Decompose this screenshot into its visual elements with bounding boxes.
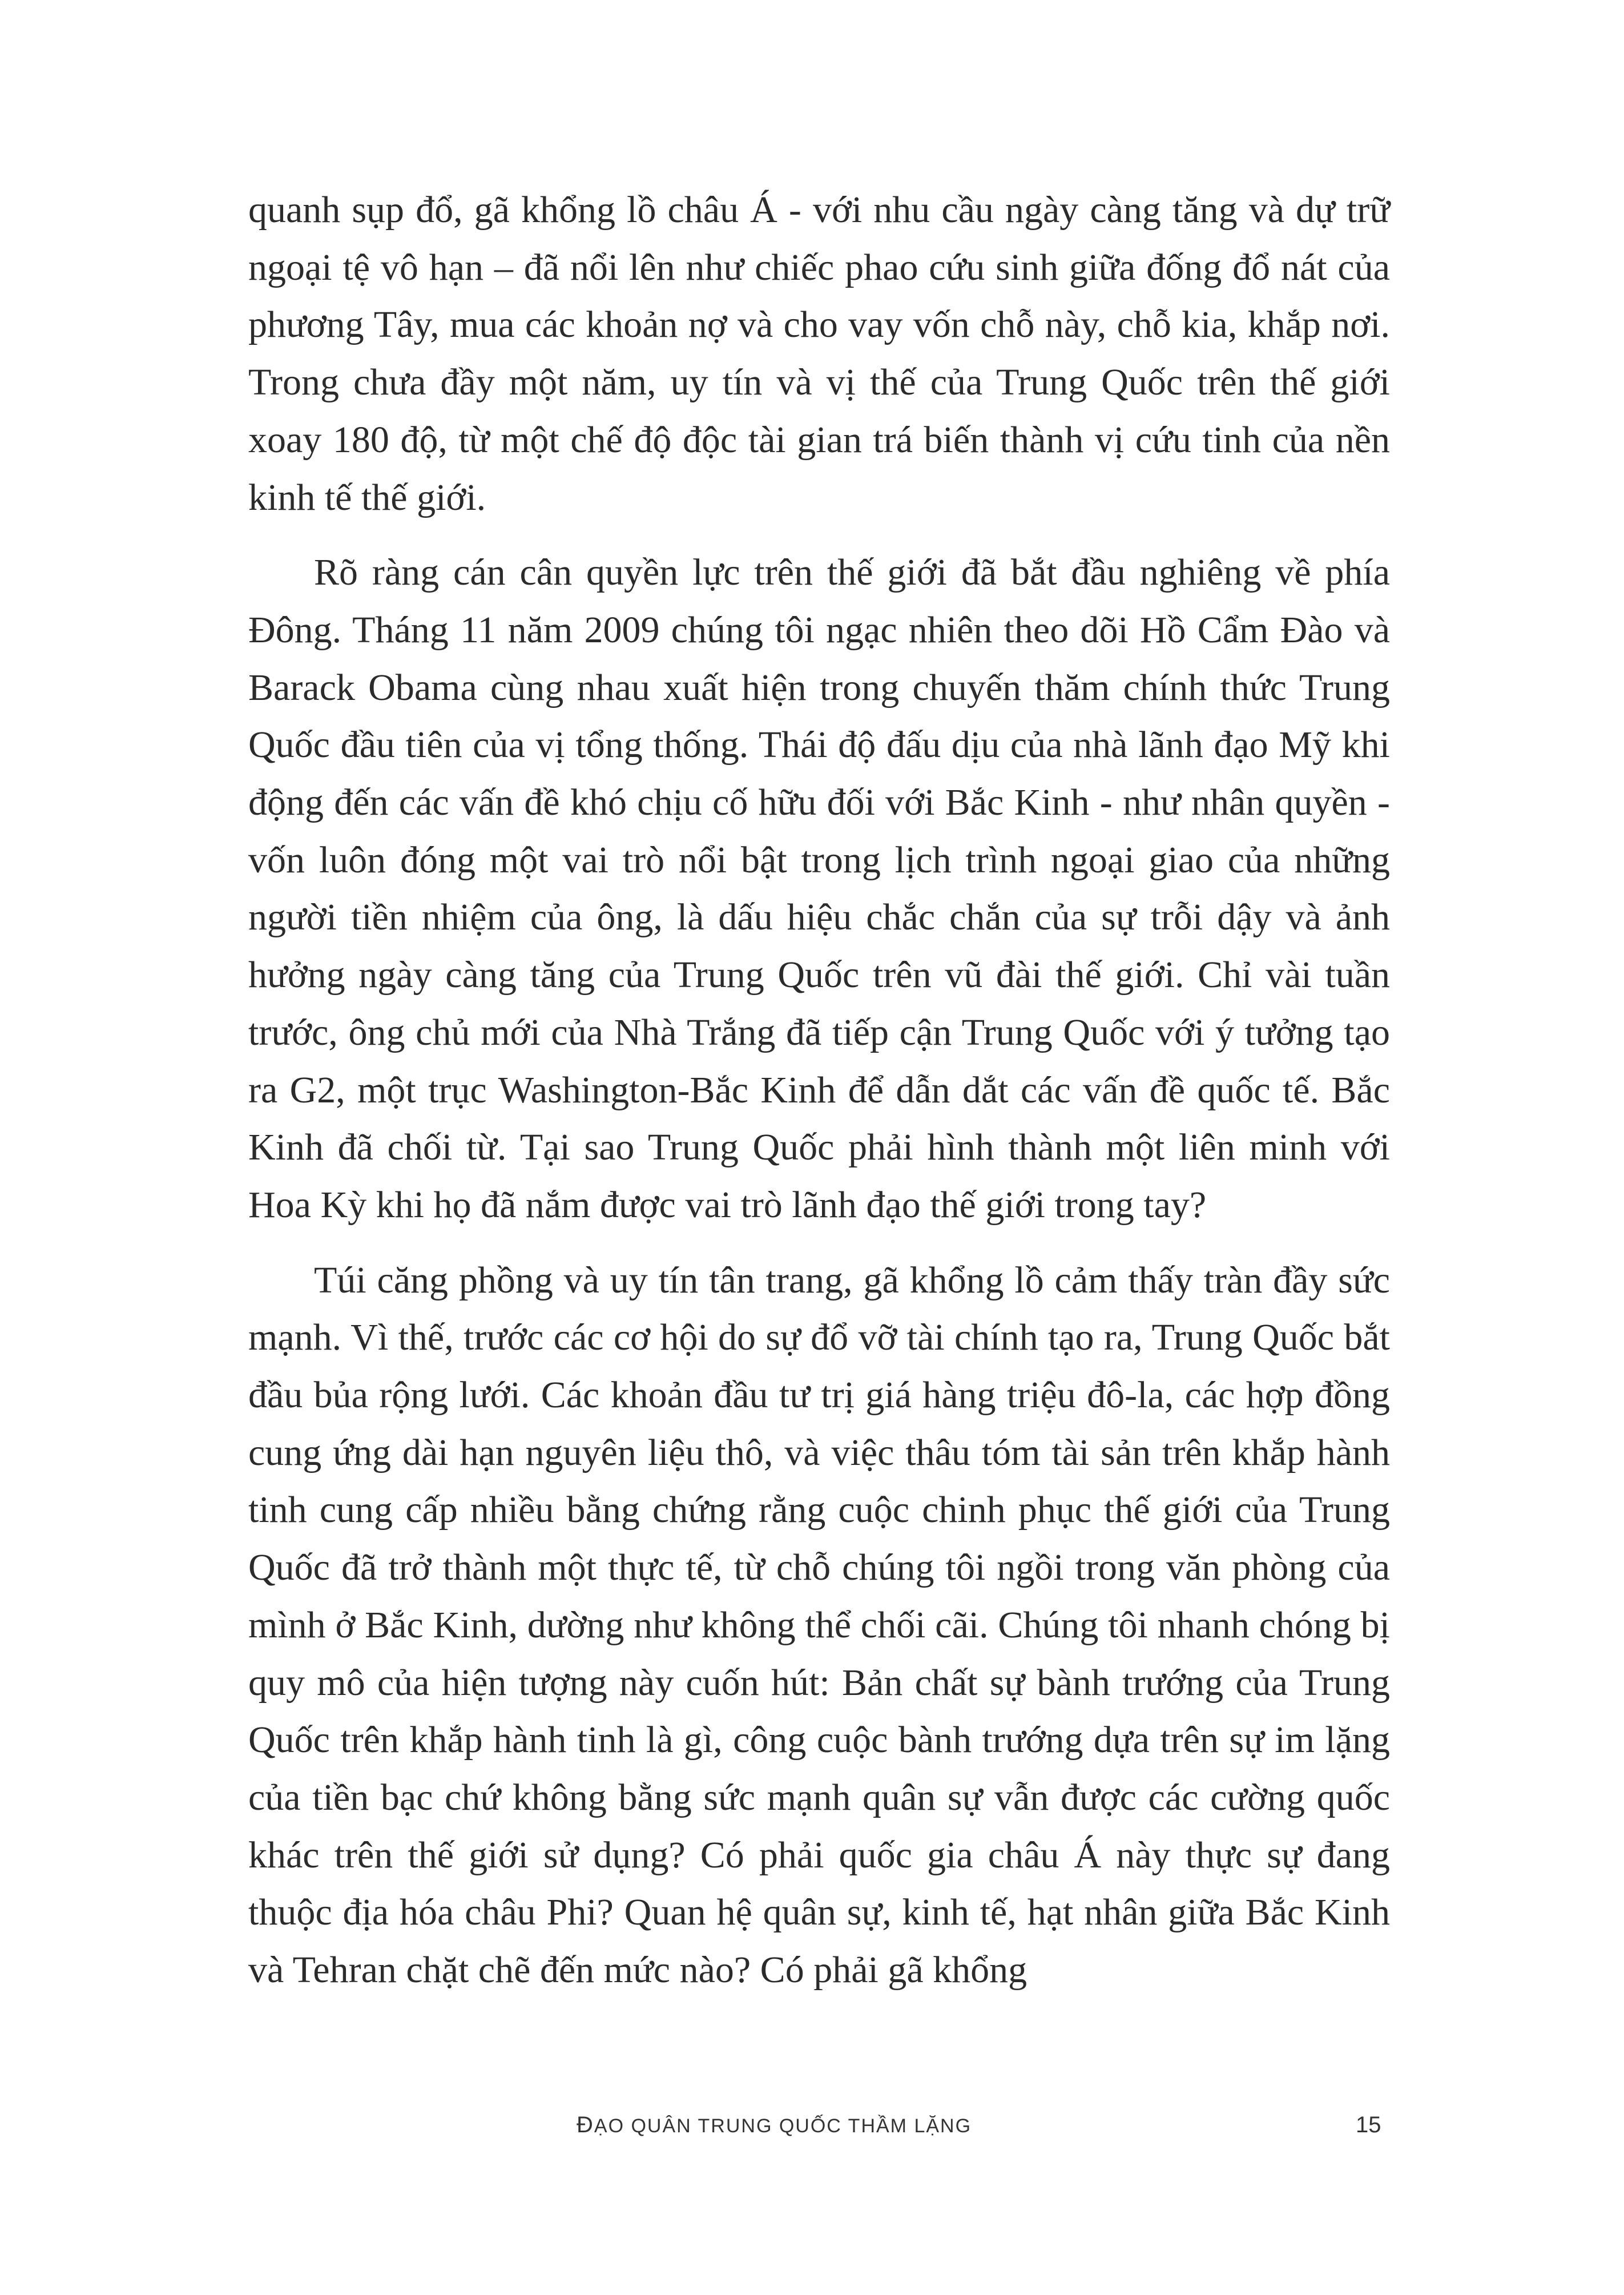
body-text — [248, 182, 1390, 2017]
running-title — [577, 2112, 972, 2138]
page-number: 15 — [1356, 2112, 1381, 2137]
running-title-rest: ẠO QUÂN TRUNG QUỐC THẦM LẶNG — [594, 2115, 972, 2137]
paragraph: Rõ ràng cán cân quyền lực trên thế giới đã bắt đầu nghiêng về phía Đông. Tháng 11 năm 2009 chúng tôi ngạc nhiên theo dõi Hồ Cẩm Đào và Barack Obama cùng nhau xuất hiện trong chuyến thăm chính thức Trung Quốc đầu tiên của vị tổng thống. Thái độ đấu dịu của nhà lãnh đạo Mỹ khi động đến các vấn đề khó chịu cố hữu đối với Bắc Kinh - như nhân quyền - vốn luôn đóng một vai trò nổi bật trong lịch trình ngoại giao của những người tiền nhiệm của ông, là dấu hiệu chắc chắn của sự trỗi dậy và ảnh hưởng ngày càng tăng của Trung Quốc trên vũ đài thế giới. Chỉ vài tuần trước, ông chủ mới của Nhà Trắng đã tiếp cận Trung Quốc với ý tưởng tạo ra G2, một trục Washington-Bắc Kinh để dẫn dắt các vấn đề quốc tế. Bắc Kinh đã chối từ. Tại sao Trung Quốc phải hình thành một liên minh với Hoa Kỳ khi họ đã nắm được vai trò lãnh đạo thế giới trong tay? — [248, 551, 1390, 1226]
paragraph-continuation: quanh sụp đổ, gã khổng lồ châu Á - với nhu cầu ngày càng tăng và dự trữ ngoại tệ vô hạn – đã nổi lên như chiếc phao cứu sinh giữa đống đổ nát của phương Tây, mua các khoản nợ và cho vay vốn chỗ này, chỗ kia, khắp nơi. Trong chưa đầy một năm, uy tín và vị thế của Trung Quốc trên thế giới xoay 180 độ, từ một chế độ độc tài gian trá biến thành vị cứu tinh của nền kinh tế thế giới. — [248, 189, 1390, 518]
paragraph: Túi căng phồng và uy tín tân trang, gã khổng lồ cảm thấy tràn đầy sức mạnh. Vì thế, trước các cơ hội do sự đổ vỡ tài chính tạo ra, Trung Quốc bắt đầu bủa rộng lưới. Các khoản đầu tư trị giá hàng triệu đô-la, các hợp đồng cung ứng dài hạn nguyên liệu thô, và việc thâu tóm tài sản trên khắp hành tinh cung cấp nhiều bằng chứng rằng cuộc chinh phục thế giới của Trung Quốc đã trở thành một thực tế, từ chỗ chúng tôi ngồi trong văn phòng của mình ở Bắc Kinh, dường như không thể chối cãi. Chúng tôi nhanh chóng bị quy mô của hiện tượng này cuốn hút: Bản chất sự bành trướng của Trung Quốc trên khắp hành tinh là gì, công cuộc bành trướng dựa trên sự im lặng của tiền bạc chứ không bằng sức mạnh quân sự vẫn được các cường quốc khác trên thế giới sử dụng? Có phải quốc gia châu Á này thực sự đang thuộc địa hóa châu Phi? Quan hệ quân sự, kinh tế, hạt nhân giữa Bắc Kinh và Tehran chặt chẽ đến mức nào? Có phải gã khổng — [248, 1259, 1390, 1991]
page-footer — [0, 2112, 1624, 2158]
running-title-initial: Đ — [577, 2112, 594, 2137]
